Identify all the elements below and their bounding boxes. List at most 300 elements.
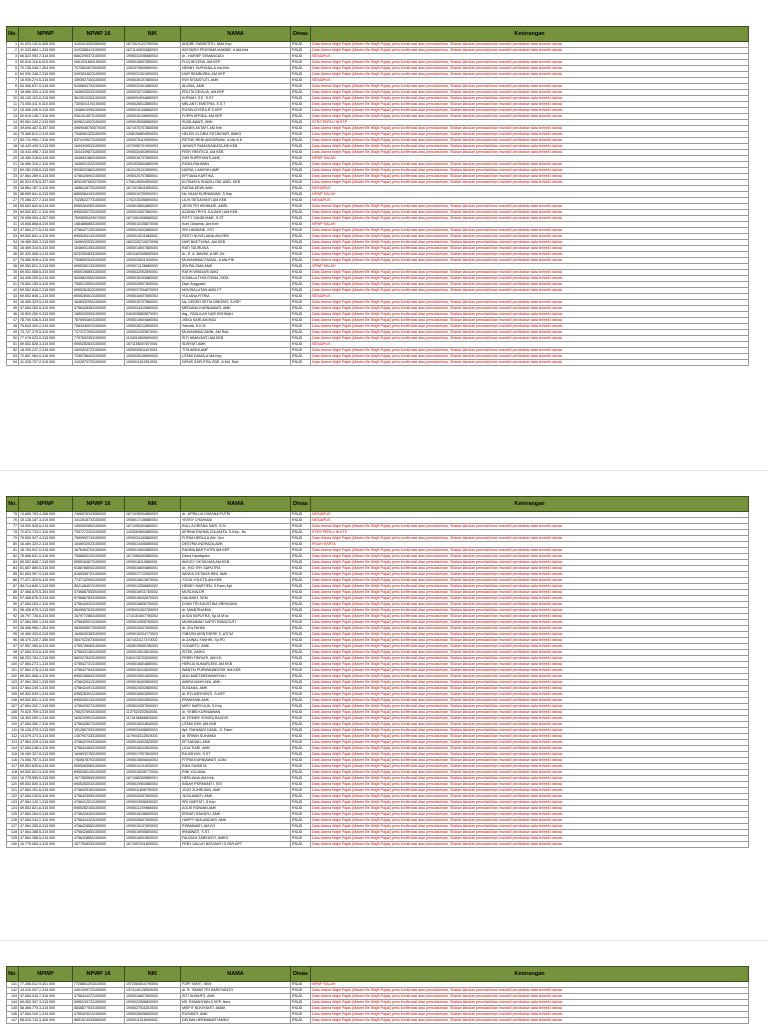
- dinas-cell: RSUD: [291, 108, 311, 114]
- keterangan-cell: Data Utama Wajib Pajak (Master file Wajib Pajak) perlu konfirmasi atau pemutakhiran, Silakan lakukan pemutakhiran mandiri/ perubahan data terlebih dahulu: [311, 806, 749, 812]
- nama-cell: dr. R. ISMAR TRI HARDYANTO: [181, 988, 291, 994]
- nik-cell: 1710161607780002: [125, 614, 181, 620]
- nik-cell: 1905035108900002: [125, 354, 181, 360]
- row-number: 141: [7, 982, 19, 988]
- npwp-cell: 74.556.787.0-315.000: [19, 758, 73, 764]
- npwp16-cell: 4756425413150000: [73, 680, 125, 686]
- npwp-cell: 69.552.830.3-315.000: [19, 782, 73, 788]
- keterangan-cell: NE/NAPUS: [311, 294, 749, 300]
- nama-cell: NENNY SURYANA,A.md.Keb: [181, 66, 291, 72]
- table-row: [7, 1018, 749, 1024]
- nik-cell: 1104016809890003: [125, 336, 181, 342]
- nama-cell: RATI TAURUSIA: [181, 246, 291, 252]
- npwp-cell: 75.643.409.2-315.000: [19, 324, 73, 330]
- nik-cell: 1671014122780006: [125, 42, 181, 48]
- nama-cell: KOMALA THOLOSINA ,SKM: [181, 276, 291, 282]
- nama-cell: NURUL LAMIYAH,AMF: [181, 168, 291, 174]
- nama-cell: KORIAH, S.E, S.ST: [181, 96, 291, 102]
- nik-cell: 1905011209880003: [125, 806, 181, 812]
- npwp16-cell: 8232050833150000: [73, 252, 125, 258]
- row-number: 109: [7, 716, 19, 722]
- nama-cell: FEBRI FIDRIATI, AM.KG: [181, 656, 291, 662]
- nik-cell: 1905016106800003: [125, 812, 181, 818]
- row-number: 11: [7, 102, 19, 108]
- nama-cell: NS. RAMADHAN,S.KEP.,Ners: [181, 1000, 291, 1006]
- npwp16-cell: 4102870723150000: [73, 360, 125, 366]
- row-number: 85: [7, 572, 19, 578]
- nama-cell: KUTIMAYA SHAZILLOM, AMD. KEB: [181, 180, 291, 186]
- nik-cell: 1905024002880002: [125, 686, 181, 692]
- keterangan-cell: Data Utama Wajib Pajak (Master file Wajib Pajak) perlu konfirmasi atau pemutakhiran, Silakan lakukan pemutakhiran mandiri/ perubahan data terlebih dahulu: [311, 42, 749, 48]
- npwp16-cell: 5449820553150000: [73, 276, 125, 282]
- row-number: 36: [7, 252, 19, 258]
- keterangan-cell: Data Utama Wajib Pajak (Master file Wajib Pajak) perlu konfirmasi atau pemutakhiran, Silakan lakukan pemutakhiran mandiri/ perubahan data terlebih dahulu: [311, 788, 749, 794]
- npwp-cell: 47.564.229.4-315.000: [19, 740, 73, 746]
- keterangan-cell: Data Utama Wajib Pajak (Master file Wajib Pajak) perlu konfirmasi atau pemutakhiran, Silakan lakukan pemutakhiran mandiri/ perubahan data terlebih dahulu: [311, 240, 749, 246]
- header-dinas: Dinas: [291, 967, 311, 982]
- header-nama: NAMA: [181, 967, 291, 982]
- header-no: No.: [7, 967, 19, 982]
- keterangan-cell: NE/NAPUS: [311, 186, 749, 192]
- dinas-cell: RSUD: [291, 560, 311, 566]
- npwp-cell: 80.324.976.5-327.000: [19, 180, 73, 186]
- dinas-cell: RSUD: [291, 66, 311, 72]
- dinas-cell: RSUD: [291, 590, 311, 596]
- nama-cell: Ns. IMAM KURNIAWAN, S.Kep: [181, 192, 291, 198]
- npwp16-cell: 7062075943150000: [73, 710, 125, 716]
- npwp-cell: 47.564.251.6-315.000: [19, 788, 73, 794]
- npwp-cell: 47.564.288.5-315.000: [19, 836, 73, 842]
- npwp-cell: 00.619.116.8-315.000: [19, 60, 73, 66]
- dinas-cell: RSUD: [291, 758, 311, 764]
- keterangan-cell: Data Utama Wajib Pajak (Master file Wajib Pajak) perlu konfirmasi atau pemutakhiran, Silakan lakukan pemutakhiran mandiri/ perubahan data terlebih dahulu: [311, 782, 749, 788]
- table-row: [7, 842, 749, 848]
- keterangan-cell: NPWP SALAH: [311, 222, 749, 228]
- nama-cell: RULLA KRISNA SARI, S.Si: [181, 524, 291, 530]
- nama-cell: SITI SUHARTI, AMK: [181, 994, 291, 1000]
- keterangan-cell: NPWP SALAH: [311, 982, 749, 988]
- npwp16-cell: 6955282163150000: [73, 806, 125, 812]
- keterangan-cell: Data Utama Wajib Pajak (Master file Wajib Pajak) perlu konfirmasi atau pemutakhiran, Silakan lakukan pemutakhiran mandiri/ perubahan data terlebih dahulu: [311, 324, 749, 330]
- nama-cell: NUR BAETYANA ,AM.KEB: [181, 240, 291, 246]
- keterangan-cell: Data Utama Wajib Pajak (Master file Wajib Pajak) perlu konfirmasi atau pemutakhiran, Silakan lakukan pemutakhiran mandiri/ perubahan data terlebih dahulu: [311, 728, 749, 734]
- nik-cell: 1905016612870003: [125, 578, 181, 584]
- npwp-cell: 69.552.397.3-315.000: [19, 1000, 73, 1006]
- nama-cell: SRI HARTATI, S.Kep: [181, 800, 291, 806]
- row-number: 108: [7, 710, 19, 716]
- keterangan-cell: NPWP SALAH: [311, 192, 749, 198]
- npwp-cell: 69.552.821.6-315.000: [19, 806, 73, 812]
- row-number: 126: [7, 818, 19, 824]
- nik-cell: 1901025604880005: [125, 162, 181, 168]
- nama-cell: RIZKA RAHMAN: [181, 162, 291, 168]
- npwp-cell: 72.857.964.0-315.000: [19, 354, 73, 360]
- nik-cell: 1905014101830002: [125, 764, 181, 770]
- table-body-1: [7, 42, 749, 366]
- keterangan-cell: PISAH HARTA: [311, 542, 749, 548]
- dinas-cell: RSUD: [291, 282, 311, 288]
- npwp16-cell: 6955282193150000: [73, 770, 125, 776]
- nama-cell: AFRINA RAHMA ZULANITA, S.Kep., Ns: [181, 530, 291, 536]
- row-number: 12: [7, 108, 19, 114]
- nama-cell: FOPI YANTI, SKM: [181, 982, 291, 988]
- npwp-cell: 69.552.841.4-315.000: [19, 234, 73, 240]
- nik-cell: 1905031008880002: [125, 54, 181, 60]
- npwp-cell: 75.652.155.9-315.000: [19, 282, 73, 288]
- nik-cell: 1671140502880003: [125, 48, 181, 54]
- dinas-cell: RSUD: [291, 578, 311, 584]
- npwp16-cell: 6928202863150000: [73, 168, 125, 174]
- nik-cell: 1905016006770003: [125, 770, 181, 776]
- row-number: 81: [7, 548, 19, 554]
- npwp-cell: 41.033.884.1-315.000: [19, 48, 73, 54]
- nik-cell: 1905025907890003: [125, 282, 181, 288]
- npwp16-cell: 4756412013150000: [73, 800, 125, 806]
- keterangan-cell: Data Utama Wajib Pajak (Master file Wajib Pajak) perlu konfirmasi atau pemutakhiran, Silakan lakukan pemutakhiran mandiri/ perubahan data terlebih dahulu: [311, 252, 749, 258]
- keterangan-cell: Data Utama Wajib Pajak (Master file Wajib Pajak) perlu konfirmasi atau pemutakhiran, Silakan lakukan pemutakhiran mandiri/ perubahan data terlebih dahulu: [311, 842, 749, 848]
- nama-cell: SITI HIMAYANTI,AM.KEB: [181, 336, 291, 342]
- row-number: 47: [7, 318, 19, 324]
- npwp-cell: 47.557.380.8-315.000: [19, 644, 73, 650]
- keterangan-cell: Data Utama Wajib Pajak (Master file Wajib Pajak) perlu konfirmasi atau pemutakhiran, Silakan lakukan pemutakhiran mandiri/ perubahan data terlebih dahulu: [311, 360, 749, 366]
- nik-cell: 1905034402890003: [125, 150, 181, 156]
- row-number: 89: [7, 596, 19, 602]
- npwp16-cell: 6955156853150000: [73, 270, 125, 276]
- row-number: 17: [7, 138, 19, 144]
- nik-cell: 1905015607850001: [125, 60, 181, 66]
- row-number: 116: [7, 758, 19, 764]
- npwp16-cell: 4756428853150000: [73, 836, 125, 842]
- nik-cell: 1905016604880001: [125, 566, 181, 572]
- npwp16-cell: 6955282633150000: [73, 342, 125, 348]
- dinas-cell: RSUD: [291, 680, 311, 686]
- nama-cell: RA ASIYAH, S.ST: [181, 752, 291, 758]
- row-number: 38: [7, 264, 19, 270]
- row-number: 23: [7, 174, 19, 180]
- header-nik: NIK: [125, 497, 181, 512]
- dinas-cell: RSUD: [291, 198, 311, 204]
- npwp16-cell: 1688418733150000: [73, 186, 125, 192]
- keterangan-cell: Data Utama Wajib Pajak (Master file Wajib Pajak) perlu konfirmasi atau pemutakhiran, Silakan lakukan pemutakhiran mandiri/ perubahan data terlebih dahulu: [311, 102, 749, 108]
- nik-cell: 1671066402880003: [125, 554, 181, 560]
- nama-cell: JISKA SARI,AM.RAD: [181, 318, 291, 324]
- nik-cell: 1905016403800002: [125, 680, 181, 686]
- npwp16-cell: 1548524993150000: [73, 108, 125, 114]
- nik-cell: 1905017108880001: [125, 518, 181, 524]
- keterangan-cell: Data Utama Wajib Pajak (Master file Wajib Pajak) perlu konfirmasi atau pemutakhiran, Silakan lakukan pemutakhiran mandiri/ perubahan data terlebih dahulu: [311, 60, 749, 66]
- row-number: 7: [7, 78, 19, 84]
- nik-cell: 1905016106880003: [125, 108, 181, 114]
- nik-cell: 1905015712880001: [125, 90, 181, 96]
- nik-cell: 1905016905800002: [125, 830, 181, 836]
- row-number: 37: [7, 258, 19, 264]
- keterangan-cell: Data Utama Wajib Pajak (Master file Wajib Pajak) perlu konfirmasi atau pemutakhiran, Silakan lakukan pemutakhiran mandiri/ perubahan data terlebih dahulu: [311, 596, 749, 602]
- npwp-cell: 69.552.821.3-315.000: [19, 264, 73, 270]
- npwp-cell: 54.498.205.5-315.000: [19, 276, 73, 282]
- header-keterangan: Keterangan: [311, 27, 749, 42]
- nik-cell: 1905010602880003: [125, 548, 181, 554]
- nama-cell: ERNATI RAHAYU, AMK: [181, 812, 291, 818]
- row-number: 20: [7, 156, 19, 162]
- nik-cell: 1127020202830001: [125, 710, 181, 716]
- npwp-cell: 15.848.868.8-315.000: [19, 222, 73, 228]
- keterangan-cell: Data Utama Wajib Pajak (Master file Wajib Pajak) perlu konfirmasi atau pemutakhiran, Silakan lakukan pemutakhiran mandiri/ perubahan data terlebih dahulu: [311, 114, 749, 120]
- npwp16-cell: 1646932023150000: [73, 542, 125, 548]
- row-number: 118: [7, 770, 19, 776]
- dinas-cell: RSUD: [291, 210, 311, 216]
- row-number: 31: [7, 222, 19, 228]
- nik-cell: 1671156307870001: [125, 342, 181, 348]
- keterangan-cell: Data Utama Wajib Pajak (Master file Wajib Pajak) perlu konfirmasi atau pemutakhiran, Silakan lakukan pemutakhiran mandiri/ perubahan data terlebih dahulu: [311, 704, 749, 710]
- npwp-cell: 70.286.227.7-315.000: [19, 198, 73, 204]
- dinas-cell: RSUD: [291, 144, 311, 150]
- npwp16-cell: 4756428853150000: [73, 830, 125, 836]
- header-nik: NIK: [125, 27, 181, 42]
- dinas-cell: RSUD: [291, 548, 311, 554]
- nama-cell: RITTY SANDIYANE, S.ST: [181, 216, 291, 222]
- row-number: 18: [7, 144, 19, 150]
- nama-cell: RUSWATI, AMK: [181, 1012, 291, 1018]
- keterangan-cell: Data Utama Wajib Pajak (Master file Wajib Pajak) perlu konfirmasi atau pemutakhiran, Silakan lakukan pemutakhiran mandiri/ perubahan data terlebih dahulu: [311, 716, 749, 722]
- npwp-cell: 47.564.240.1-315.000: [19, 1012, 73, 1018]
- npwp-cell: 69.552.835.6-315.000: [19, 764, 73, 770]
- nama-cell: EWI SITAISTUTI, AMK: [181, 78, 291, 84]
- row-number: 144: [7, 1000, 19, 1006]
- nama-cell: GIBSON MONTHERE S.,ATCM: [181, 632, 291, 638]
- nik-cell: 1905045908880002: [125, 120, 181, 126]
- nik-cell: 1905020707880001: [125, 174, 181, 180]
- npwp16-cell: 1646930533150000: [73, 240, 125, 246]
- nama-cell: AMIRA WAHYUNI, AMK: [181, 680, 291, 686]
- nama-cell: RAHMA BAR PUTRI,AM.KEP: [181, 548, 291, 554]
- nik-cell: 1905016412820003: [125, 746, 181, 752]
- npwp16-cell: 6955283563150000: [73, 764, 125, 770]
- nik-cell: 1905017007800003: [125, 752, 181, 758]
- nik-cell: 1905037004870003: [125, 288, 181, 294]
- npwp16-cell: 1644349873150000: [73, 150, 125, 156]
- nik-cell: 1905017712900003: [125, 572, 181, 578]
- npwp-cell: 69.552.821.9-315.000: [19, 770, 73, 776]
- dinas-cell: RSUD: [291, 354, 311, 360]
- page-divider: [0, 940, 768, 941]
- npwp-cell: 15.800.250.9-315.000: [19, 312, 73, 318]
- nama-cell: ANG.MAETAREWANSYAH: [181, 674, 291, 680]
- header-npwp: NPWP: [19, 27, 73, 42]
- dinas-cell: RSUD: [291, 168, 311, 174]
- keterangan-cell: Data Utama Wajib Pajak (Master file Wajib Pajak) perlu konfirmasi atau pemutakhiran, Silakan lakukan pemutakhiran mandiri/ perubahan data terlebih dahulu: [311, 336, 749, 342]
- nama-cell: FUPRI AFRIDA, AM.KEP: [181, 114, 291, 120]
- npwp16-cell: 4103388413150000: [73, 48, 125, 54]
- nama-cell: WINDA OKTAVIA RINI, AMK: [181, 572, 291, 578]
- npwp-cell: 75.666.831.0-315.000: [19, 554, 73, 560]
- nik-cell: 1671061508880002: [125, 216, 181, 222]
- keterangan-cell: Data Utama Wajib Pajak (Master file Wajib Pajak) perlu konfirmasi atau pemutakhiran, Silakan lakukan pemutakhiran mandiri/ perubahan data terlebih dahulu: [311, 746, 749, 752]
- nik-cell: 1174106808830002: [125, 716, 181, 722]
- nik-cell: 1905022508800003: [125, 1000, 181, 1006]
- dinas-cell: RSUD: [291, 78, 311, 84]
- npwp-cell: 75.469.813.2-315.000: [19, 132, 73, 138]
- keterangan-cell: Data Utama Wajib Pajak (Master file Wajib Pajak) perlu konfirmasi atau pemutakhiran, Silakan lakukan pemutakhiran mandiri/ perubahan data terlebih dahulu: [311, 638, 749, 644]
- keterangan-cell: Data Utama Wajib Pajak (Master file Wajib Pajak) perlu konfirmasi atau pemutakhiran, Silakan lakukan pemutakhiran mandiri/ perubahan data terlebih dahulu: [311, 228, 749, 234]
- dinas-cell: RSUD: [291, 614, 311, 620]
- npwp-cell: 16.302.099.1-315.000: [19, 716, 73, 722]
- keterangan-cell: Data Utama Wajib Pajak (Master file Wajib Pajak) perlu konfirmasi atau pemutakhiran, Silakan lakukan pemutakhiran mandiri/ perubahan data terlebih dahulu: [311, 644, 749, 650]
- npwp16-cell: 5436663703150000: [73, 84, 125, 90]
- nik-cell: 1905027011810003: [125, 1006, 181, 1012]
- nama-cell: ANGGY OKTAVIANI,AM.KEB: [181, 560, 291, 566]
- keterangan-cell: Data Utama Wajib Pajak (Master file Wajib Pajak) perlu konfirmasi atau pemutakhiran, Silakan lakukan pemutakhiran mandiri/ perubahan data terlebih dahulu: [311, 1012, 749, 1018]
- nama-cell: Ns. DEDEH SETIA NINGSIH, S.KEP: [181, 300, 291, 306]
- row-number: 44: [7, 300, 19, 306]
- row-number: 117: [7, 764, 19, 770]
- nik-cell: 1905031301950003: [125, 72, 181, 78]
- nik-cell: 1302075909890001: [125, 66, 181, 72]
- dinas-cell: RSUD: [291, 222, 311, 228]
- dinas-cell: RSUD: [291, 764, 311, 770]
- keterangan-cell: Data Utama Wajib Pajak (Master file Wajib Pajak) perlu konfirmasi atau pemutakhiran, Silakan lakukan pemutakhiran mandiri/ perubahan data terlebih dahulu: [311, 210, 749, 216]
- row-number: 42: [7, 288, 19, 294]
- nama-cell: UTAMI DWI, AM.KEB: [181, 722, 291, 728]
- nama-cell: NUR SEMBURNI, AM.KEP: [181, 72, 291, 78]
- npwp-cell: 47.564.273.1-315.000: [19, 662, 73, 668]
- npwp16-cell: 1457937333150000: [73, 734, 125, 740]
- nama-cell: SITEK, AMKG: [181, 650, 291, 656]
- nik-cell: 1905015707860001: [125, 300, 181, 306]
- npwp16-cell: 1584886883150000: [73, 222, 125, 228]
- nik-cell: 1905010604880003: [125, 318, 181, 324]
- nama-cell: EF.SADIAH, AMK: [181, 740, 291, 746]
- row-number: 121: [7, 788, 19, 794]
- npwp16-cell: 8168788053150000: [73, 566, 125, 572]
- row-number: 13: [7, 114, 19, 120]
- dinas-cell: RSUD: [291, 800, 311, 806]
- nik-cell: 1905015107800002: [125, 824, 181, 830]
- row-number: 8: [7, 84, 19, 90]
- npwp-cell: 16.764.547.0-315.000: [19, 548, 73, 554]
- dinas-cell: RSUD: [291, 740, 311, 746]
- dinas-cell: RSUD: [291, 716, 311, 722]
- row-number: 115: [7, 752, 19, 758]
- row-number: 75: [7, 512, 19, 518]
- row-number: 41: [7, 282, 19, 288]
- nama-cell: IRMAWATI, S.ST: [181, 830, 291, 836]
- npwp16-cell: 8851574333060000: [73, 1018, 125, 1024]
- nama-cell: DESTRIA INDRAZA,AMK: [181, 542, 291, 548]
- dinas-cell: RSUD: [291, 830, 311, 836]
- dinas-cell: RSUD: [291, 608, 311, 614]
- dinas-cell: RSUD: [291, 306, 311, 312]
- keterangan-cell: Data Utama Wajib Pajak (Master file Wajib Pajak) perlu konfirmasi atau pemutakhiran, Silakan lakukan pemutakhiran mandiri/ perubahan data terlebih dahulu: [311, 608, 749, 614]
- dinas-cell: RSUD: [291, 132, 311, 138]
- row-number: 53: [7, 354, 19, 360]
- nik-cell: 1905014906760003: [125, 620, 181, 626]
- npwp16-cell: 7455678703150000: [73, 758, 125, 764]
- npwp-cell: 16.884.187.3-315.000: [19, 186, 73, 192]
- dinas-cell: RSUD: [291, 728, 311, 734]
- nik-cell: 1905011018400002: [125, 1018, 181, 1024]
- nama-cell: MUHAMMAD FAISAL, A.MA.PIK: [181, 258, 291, 264]
- nik-cell: 1905014607880004: [125, 246, 181, 252]
- npwp16-cell: 6955283723150000: [73, 210, 125, 216]
- npwp16-cell: 9746867633150000: [73, 596, 125, 602]
- npwp16-cell: 1646933033150000: [73, 90, 125, 96]
- npwp-cell: 47.564.243.7-315.000: [19, 994, 73, 1000]
- npwp16-cell: 8165396703150000: [73, 572, 125, 578]
- dinas-cell: RSUD: [291, 626, 311, 632]
- dinas-cell: RSUD: [291, 336, 311, 342]
- npwp16-cell: 7285796403150000: [73, 354, 125, 360]
- npwp-cell: 15.590.528.5-315.000: [19, 524, 73, 530]
- npwp16-cell: 5493034823150000: [73, 72, 125, 78]
- npwp-cell: 41.024.142.6-306.000: [19, 42, 73, 48]
- npwp16-cell: 1677908333150000: [73, 842, 125, 848]
- nama-cell: JAYANTI RAMADANIATA,MD.KEB: [181, 144, 291, 150]
- dinas-cell: RSUD: [291, 752, 311, 758]
- npwp16-cell: 6820278423150000: [73, 656, 125, 662]
- row-number: 35: [7, 246, 19, 252]
- keterangan-cell: NE/NAPUS: [311, 518, 749, 524]
- keterangan-cell: STRS PERLU IN KTP: [311, 530, 749, 536]
- row-number: 111: [7, 728, 19, 734]
- npwp16-cell: 7565215593150000: [73, 282, 125, 288]
- dinas-cell: RSUD: [291, 602, 311, 608]
- npwp16-cell: 4756426403150000: [73, 812, 125, 818]
- keterangan-cell: Data Utama Wajib Pajak (Master file Wajib Pajak) perlu konfirmasi atau pemutakhiran, Silakan lakukan pemutakhiran mandiri/ perubahan data terlebih dahulu: [311, 126, 749, 132]
- row-number: 93: [7, 620, 19, 626]
- dinas-cell: RSUD: [291, 162, 311, 168]
- npwp16-cell: 4756426323150000: [73, 602, 125, 608]
- npwp-cell: 88.515.743.3-306.000: [19, 1018, 73, 1024]
- npwp16-cell: 6955284083150000: [73, 204, 125, 210]
- keterangan-cell: Data Utama Wajib Pajak (Master file Wajib Pajak) perlu konfirmasi atau pemutakhiran, Silakan lakukan pemutakhiran mandiri/ perubahan data terlebih dahulu: [311, 84, 749, 90]
- npwp16-cell: 4401009723150000: [73, 988, 125, 994]
- row-number: 77: [7, 524, 19, 530]
- npwp16-cell: 0061911683150000: [73, 60, 125, 66]
- keterangan-cell: Data Utama Wajib Pajak (Master file Wajib Pajak) perlu konfirmasi atau pemutakhiran, Silakan lakukan pemutakhiran mandiri/ perubahan data terlebih dahulu: [311, 162, 749, 168]
- npwp-cell: 69.552.846.1-315.000: [19, 294, 73, 300]
- nik-cell: 1905015505780003: [125, 644, 181, 650]
- npwp-cell: 47.564.120.1-315.000: [19, 800, 73, 806]
- page-1: [0, 22, 768, 462]
- npwp16-cell: 4756423083150000: [73, 794, 125, 800]
- row-number: 6: [7, 72, 19, 78]
- table-body-2: [7, 512, 749, 848]
- dinas-cell: RSUD: [291, 114, 311, 120]
- npwp16-cell: 6955284143150000: [73, 234, 125, 240]
- row-number: 100: [7, 662, 19, 668]
- nik-cell: 1905016007860002: [125, 294, 181, 300]
- dinas-cell: RSUD: [291, 300, 311, 306]
- data-table-1: [6, 26, 749, 366]
- npwp16-cell: 6955283033150000: [73, 782, 125, 788]
- npwp-cell: 47.564.254.1-315.000: [19, 680, 73, 686]
- keterangan-cell: Data Utama Wajib Pajak (Master file Wajib Pajak) perlu konfirmasi atau pemutakhiran, Silakan lakukan pemutakhiran mandiri/ perubahan data terlebih dahulu: [311, 216, 749, 222]
- npwp-cell: 70.620.759.4-315.000: [19, 710, 73, 716]
- dinas-cell: RSUD: [291, 518, 311, 524]
- nama-cell: AGNES AKTAFI, AM.Keb: [181, 126, 291, 132]
- keterangan-cell: Data Utama Wajib Pajak (Master file Wajib Pajak) perlu konfirmasi atau pemutakhiran, Silakan lakukan pemutakhiran mandiri/ perubahan data terlebih dahulu: [311, 258, 749, 264]
- nama-cell: JESSI TRI WINDIARI ,AMRL: [181, 204, 291, 210]
- row-number: 83: [7, 560, 19, 566]
- row-number: 95: [7, 632, 19, 638]
- keterangan-cell: Data Utama Wajib Pajak (Master file Wajib Pajak) perlu konfirmasi atau pemutakhiran, Silakan lakukan pemutakhiran mandiri/ perubahan data terlebih dahulu: [311, 710, 749, 716]
- row-number: 51: [7, 342, 19, 348]
- npwp-cell: 69.552.839.1-315.000: [19, 692, 73, 698]
- npwp16-cell: 8865984163150000: [73, 192, 125, 198]
- dinas-cell: RSUD: [291, 1000, 311, 1006]
- npwp16-cell: 7300541193150000: [73, 102, 125, 108]
- dinas-cell: RSUD: [291, 216, 311, 222]
